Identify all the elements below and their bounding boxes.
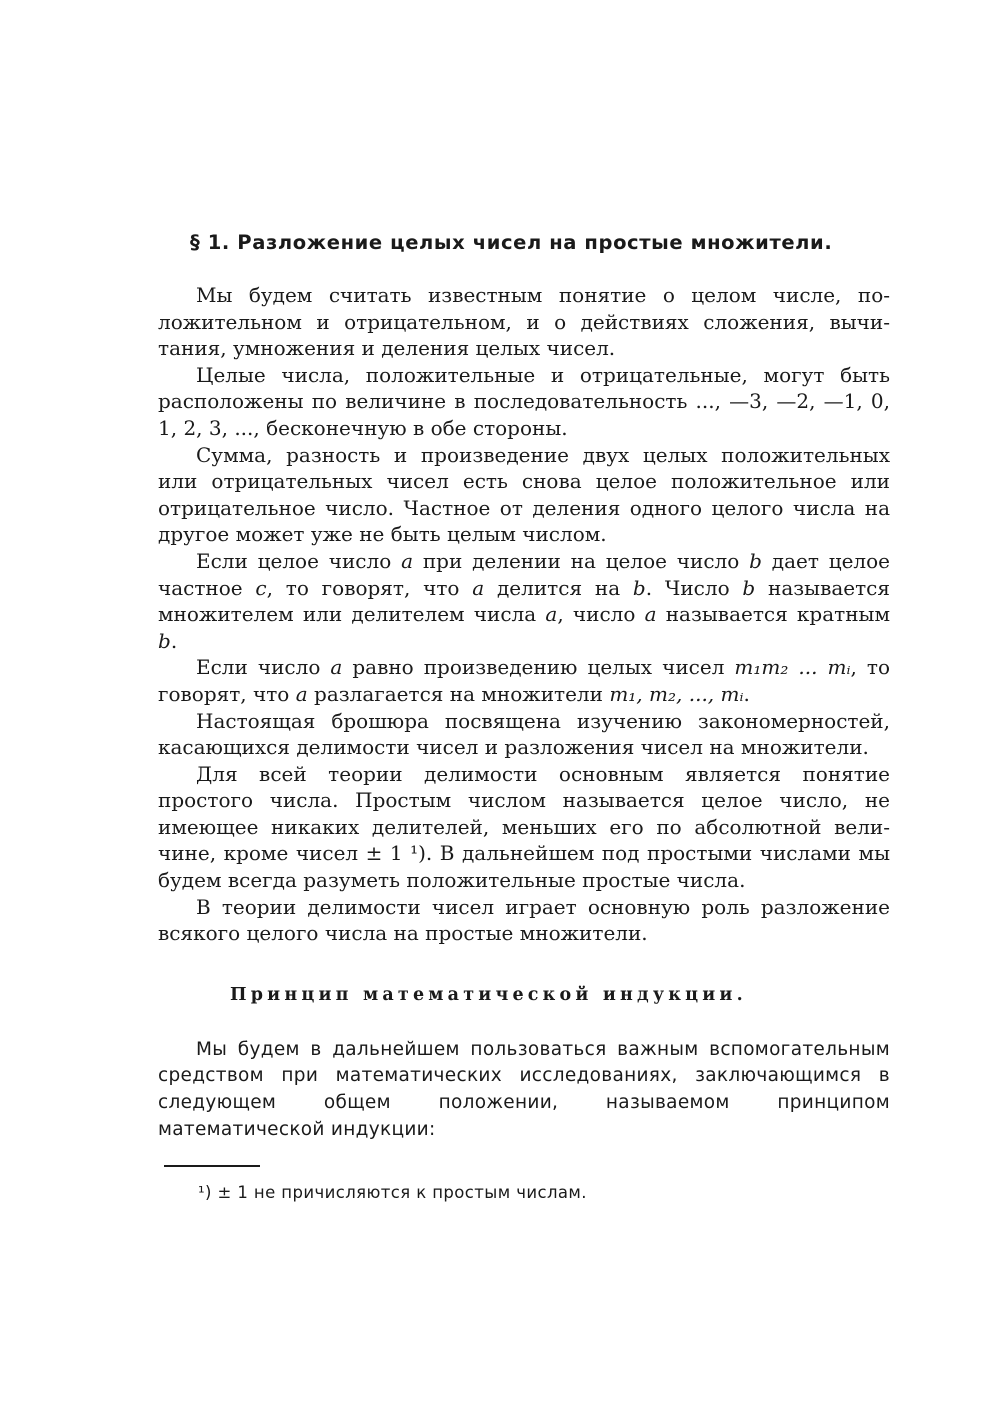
math-symbol: m₁, m₂, ..., mᵢ	[609, 681, 744, 706]
paragraph-text: , то говорят, что	[266, 575, 473, 600]
induction-paragraph: Мы будем в дальнейшем пользоваться важным вспомогательным средством при математических исследованиях, заключающимся в следующем общем положении, называемом принципом математической индукции:	[158, 1038, 890, 1140]
math-symbol: a	[401, 548, 414, 573]
paragraph	[158, 548, 890, 654]
section-title: § 1. Разложение целых чисел на простые множители.	[190, 231, 833, 254]
paragraph: Мы будем считать известным понятие о целом числе, положительном и отрицательном, и о действиях сложения, вычитания, умножения и деления целых чисел.	[158, 283, 890, 361]
paragraph-text: Если целое число	[196, 548, 402, 573]
math-symbol: a	[472, 575, 485, 600]
math-symbol: a	[545, 602, 558, 627]
paragraph-text: при делении на целое число	[413, 548, 750, 573]
paragraph-text: разлагается на множители	[307, 681, 610, 706]
paragraph: Для всей теории делимости основным является понятие простого числа. Простым числом называется целое число, не имеющее никаких делителей, меньших его по абсолютной величине, кроме чисел ± 1 ¹). В дальнейшем под простыми числами мы будем всегда разуметь положительные простые числа.	[158, 761, 890, 893]
math-symbol: b	[742, 575, 756, 600]
paragraph-text: . Число	[645, 575, 743, 600]
paragraph-text: равно произведению целых чисел	[342, 655, 735, 680]
math-symbol: m₁m₂ ... mᵢ	[734, 655, 851, 680]
paragraph-text: .	[743, 681, 750, 706]
math-symbol: a	[295, 681, 308, 706]
paragraph: Целые числа, положительные и отрицательные, могут быть расположены по величине в последовательность ..., —3, —2, —1, 0, 1, 2, 3, ..., бесконечную в обе стороны.	[158, 362, 890, 440]
paragraph: Сумма, разность и произведение двух целых положительных или отрицательных чисел есть снова целое положительное или отрицательное число. Частное от деления одного целого числа на другое может уже не быть целым числом.	[158, 442, 890, 547]
paragraph-text: , число	[557, 602, 645, 627]
math-symbol: b	[749, 548, 762, 573]
math-symbol: a	[330, 655, 343, 680]
paragraph	[158, 654, 890, 707]
paragraph-text: Если число	[196, 655, 331, 680]
paragraph-text: делится на	[484, 575, 633, 600]
footnote: ¹) ± 1 не причисляются к простым числам.	[198, 1183, 587, 1203]
footnote-divider	[164, 1165, 260, 1167]
math-symbol: b	[632, 575, 646, 600]
math-symbol: c	[255, 575, 267, 600]
math-symbol: a	[644, 602, 657, 627]
paragraph: Настоящая брошюра посвящена изучению закономерностей, касающихся делимости чисел и разложения чисел на множители.	[158, 708, 890, 760]
paragraph-text: .	[170, 628, 178, 653]
paragraph: В теории делимости чисел играет основную роль разложение всякого целого числа на простые множители.	[158, 894, 890, 946]
math-symbol: b	[158, 628, 171, 653]
paragraph-text: называется кратным	[656, 602, 891, 627]
paragraph-text: называется множителем или делителем числа	[158, 575, 890, 627]
subheading: Принцип математической индукции.	[230, 984, 747, 1005]
paragraph-text: , то говорят, что	[158, 655, 890, 706]
paragraph-list	[158, 282, 890, 947]
paragraph-text: дает целое частное	[158, 548, 890, 600]
page	[158, 226, 890, 1205]
